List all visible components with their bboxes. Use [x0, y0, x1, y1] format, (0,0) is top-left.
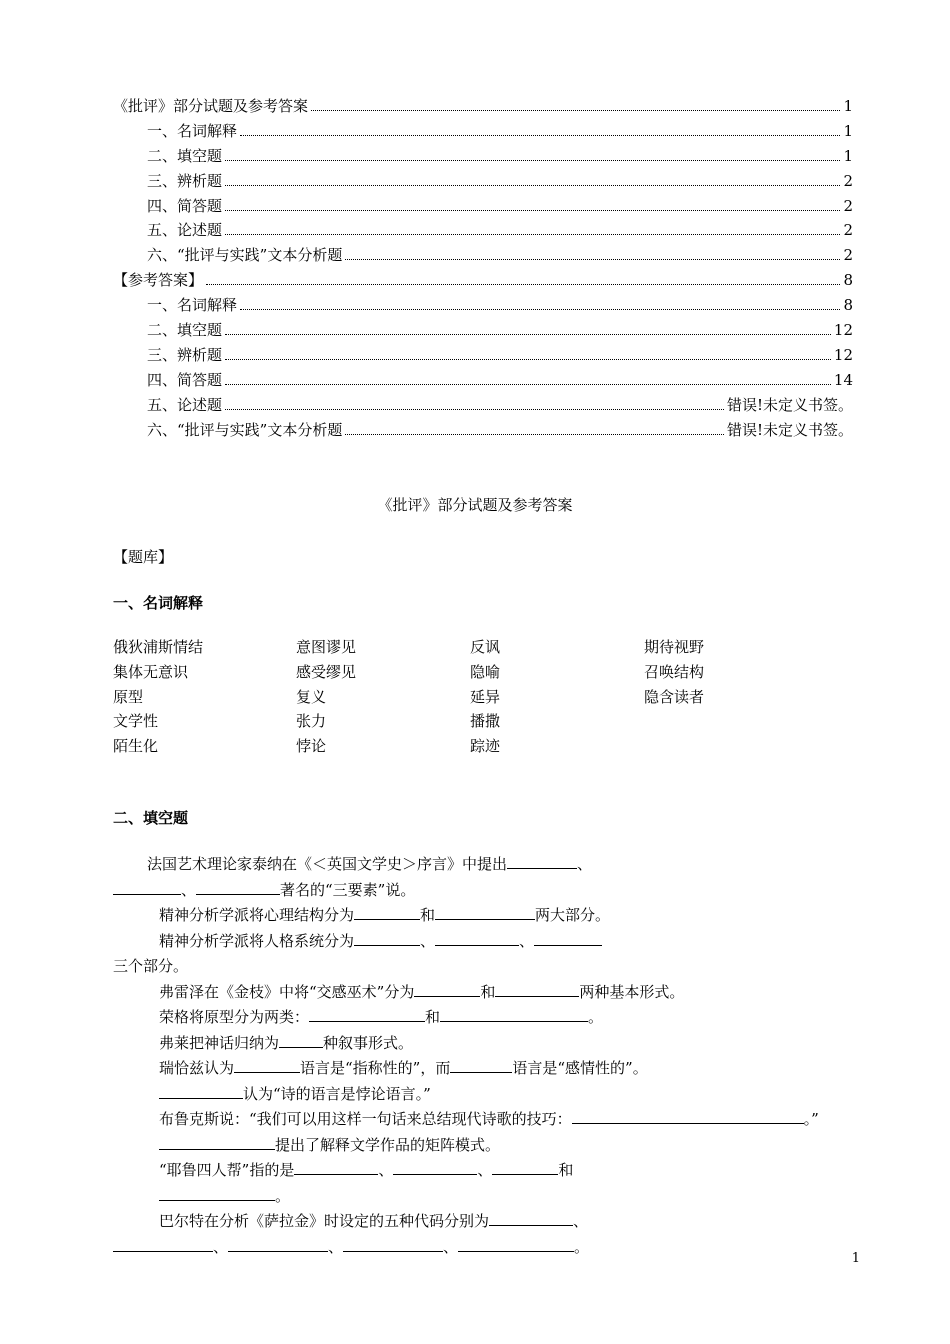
answer-blank[interactable] — [489, 1211, 573, 1226]
answer-blank[interactable] — [435, 931, 519, 946]
answer-blank[interactable] — [159, 1135, 275, 1150]
question-text: 。 — [275, 1186, 291, 1205]
question-text: 精神分析学派将心理结构分为 — [159, 906, 355, 924]
question-line — [113, 1005, 853, 1031]
toc-entry[interactable] — [113, 343, 853, 368]
toc-label: 一、名词解释 — [147, 296, 238, 315]
toc-leader — [225, 159, 840, 161]
question-text: 法国艺术理论家泰纳在《＜英国文学史＞序言》中提出 — [147, 855, 508, 873]
term: 俄狄浦斯情结 — [113, 638, 204, 656]
fill-in-questions — [113, 852, 853, 1260]
term: 文学性 — [113, 712, 159, 731]
term: 张力 — [296, 712, 327, 731]
toc-entry[interactable] — [113, 119, 853, 144]
question-line — [113, 852, 853, 878]
toc-page: 12 — [833, 345, 853, 364]
question-text: 、 — [577, 855, 593, 873]
question-text: 。 — [588, 1008, 604, 1026]
answer-blank[interactable] — [113, 880, 181, 895]
toc-leader — [345, 258, 840, 260]
toc-page: 12 — [833, 321, 853, 340]
toc-label: 一、名词解释 — [147, 121, 238, 140]
question-text: 认为“诗的语言是悖论语言。” — [243, 1084, 431, 1103]
answer-blank[interactable] — [343, 1237, 443, 1252]
toc-leader — [206, 283, 840, 285]
question-line — [113, 980, 853, 1006]
toc-entry[interactable] — [113, 169, 853, 194]
toc-entry[interactable] — [113, 94, 853, 119]
toc-page: 2 — [843, 221, 853, 240]
question-line — [113, 1158, 853, 1184]
toc-label: 三、辨析题 — [147, 171, 223, 190]
toc-page: 8 — [843, 271, 853, 290]
document-title: 《批评》部分试题及参考答案 — [377, 496, 573, 514]
toc-entry[interactable] — [113, 318, 853, 343]
answer-blank[interactable] — [309, 1007, 425, 1022]
term: 隐喻 — [470, 662, 501, 681]
answer-blank[interactable] — [435, 905, 535, 920]
question-text: 和 — [420, 906, 436, 924]
toc-page: 2 — [843, 246, 853, 265]
table-of-contents — [113, 94, 853, 442]
toc-leader — [240, 308, 840, 310]
question-line — [113, 954, 853, 980]
question-line — [113, 1056, 853, 1082]
toc-label: 五、论述题 — [147, 221, 223, 240]
toc-label: 五、论述题 — [147, 395, 223, 414]
answer-blank[interactable] — [196, 880, 280, 895]
question-line — [113, 929, 853, 955]
question-line — [113, 1184, 853, 1210]
toc-label: 【参考答案】 — [113, 271, 204, 290]
toc-entry[interactable] — [113, 243, 853, 268]
answer-blank[interactable] — [234, 1058, 300, 1073]
toc-page: 错误!未定义书签。 — [726, 395, 853, 414]
toc-entry[interactable] — [113, 393, 853, 418]
term: 集体无意识 — [113, 662, 189, 681]
toc-page: 1 — [843, 146, 853, 165]
page-number: 1 — [851, 1251, 860, 1266]
toc-page: 2 — [843, 196, 853, 215]
toc-entry[interactable] — [113, 418, 853, 443]
term: 期待视野 — [644, 638, 705, 656]
toc-entry[interactable] — [113, 218, 853, 243]
question-text: 弗雷泽在《金枝》中将“交感巫术”分为 — [159, 982, 415, 1001]
question-text: 精神分析学派将人格系统分为 — [159, 931, 355, 950]
toc-label: 二、填空题 — [147, 146, 223, 165]
toc-leader — [225, 358, 831, 360]
question-line — [113, 1107, 853, 1133]
toc-leader — [225, 333, 831, 335]
question-text: 种叙事形式。 — [323, 1033, 414, 1052]
answer-blank[interactable] — [458, 1237, 574, 1252]
question-text: 、 — [420, 931, 436, 950]
answer-blank[interactable] — [113, 1237, 213, 1252]
section-heading-fill: 二、填空题 — [113, 809, 189, 827]
term: 陌生化 — [113, 737, 159, 756]
question-text: 和 — [480, 982, 496, 1001]
toc-entry[interactable] — [113, 293, 853, 318]
answer-blank[interactable] — [279, 1033, 323, 1048]
question-text: 、 — [328, 1237, 344, 1256]
toc-entry[interactable] — [113, 268, 853, 293]
answer-blank[interactable] — [393, 1160, 477, 1175]
toc-page: 1 — [843, 121, 853, 140]
toc-label: 二、填空题 — [147, 321, 223, 340]
answer-blank[interactable] — [440, 1007, 588, 1022]
toc-label: 六、“批评与实践”文本分析题 — [147, 246, 343, 265]
answer-blank[interactable] — [228, 1237, 328, 1252]
question-line — [113, 878, 853, 904]
toc-leader — [345, 433, 724, 435]
question-line — [113, 1133, 853, 1159]
question-text: 两大部分。 — [535, 906, 611, 924]
answer-blank[interactable] — [572, 1109, 804, 1124]
section-heading-terms: 一、名词解释 — [113, 594, 204, 612]
question-text: 、 — [519, 931, 535, 950]
toc-page: 1 — [843, 97, 853, 115]
toc-leader — [240, 134, 840, 136]
question-text: 荣格将原型分为两类： — [159, 1008, 310, 1026]
answer-blank[interactable] — [159, 1084, 243, 1099]
answer-blank[interactable] — [450, 1058, 512, 1073]
answer-blank[interactable] — [354, 931, 420, 946]
question-line — [113, 1082, 853, 1108]
question-text: 语言是“指称性的”，而 — [300, 1059, 451, 1077]
toc-entry[interactable] — [113, 368, 853, 393]
question-text: 瑞恰兹认为 — [159, 1059, 235, 1077]
term: 隐含读者 — [644, 687, 705, 706]
question-text: 、 — [573, 1212, 589, 1230]
toc-leader — [225, 233, 840, 235]
term: 意图谬见 — [296, 638, 357, 656]
term: 播撒 — [470, 712, 501, 731]
term: 原型 — [113, 687, 144, 706]
question-text: 、 — [477, 1161, 493, 1179]
question-text: 。” — [803, 1110, 819, 1128]
question-text: 弗莱把神话归纳为 — [159, 1033, 280, 1052]
question-text: 语言是“感情性的”。 — [512, 1059, 648, 1077]
toc-leader — [225, 408, 724, 410]
term: 复义 — [296, 687, 327, 706]
question-text: 、 — [213, 1237, 229, 1256]
term: 延异 — [470, 687, 501, 706]
question-text: 。 — [574, 1237, 590, 1256]
toc-label: 《批评》部分试题及参考答案 — [113, 97, 309, 115]
answer-blank[interactable] — [507, 854, 577, 869]
question-text: “耶鲁四人帮”指的是 — [159, 1161, 295, 1179]
question-line — [113, 1235, 853, 1261]
toc-leader — [225, 209, 840, 211]
toc-entry[interactable] — [113, 194, 853, 219]
toc-leader — [225, 184, 840, 186]
toc-page: 14 — [833, 370, 853, 389]
question-text: 、 — [443, 1237, 459, 1256]
term: 召唤结构 — [644, 662, 705, 681]
answer-blank[interactable] — [492, 1160, 558, 1175]
question-text: 巴尔特在分析《萨拉金》时设定的五种代码分别为 — [159, 1212, 490, 1230]
term: 踪迹 — [470, 737, 501, 756]
answer-blank[interactable] — [294, 1160, 378, 1175]
question-text: 、 — [181, 880, 197, 899]
question-text: 、 — [378, 1161, 394, 1179]
toc-label: 三、辨析题 — [147, 345, 223, 364]
answer-blank[interactable] — [159, 1186, 275, 1201]
toc-label: 六、“批评与实践”文本分析题 — [147, 420, 343, 439]
question-text: 两种基本形式。 — [579, 982, 685, 1001]
question-text: 提出了解释文学作品的矩阵模式。 — [275, 1135, 501, 1154]
answer-blank[interactable] — [534, 931, 602, 946]
question-text: 和 — [425, 1008, 441, 1026]
term: 反讽 — [470, 638, 501, 656]
question-text: 三个部分。 — [113, 957, 189, 975]
toc-label: 四、简答题 — [147, 370, 223, 389]
question-text: 布鲁克斯说：“我们可以用这样一句话来总结现代诗歌的技巧： — [159, 1110, 572, 1128]
toc-label: 四、简答题 — [147, 196, 223, 215]
question-bank-label: 【题库】 — [113, 548, 174, 566]
question-text: 和 — [558, 1161, 574, 1179]
toc-entry[interactable] — [113, 144, 853, 169]
answer-blank[interactable] — [495, 982, 579, 997]
answer-blank[interactable] — [354, 905, 420, 920]
question-line — [113, 903, 853, 929]
question-line — [113, 1031, 853, 1057]
toc-leader — [311, 109, 840, 111]
term: 悖论 — [296, 737, 327, 756]
toc-page: 8 — [843, 296, 853, 315]
question-line — [113, 1209, 853, 1235]
toc-page: 错误!未定义书签。 — [726, 420, 853, 439]
answer-blank[interactable] — [414, 982, 480, 997]
question-text: 著名的“三要素”说。 — [280, 880, 416, 899]
toc-page: 2 — [843, 171, 853, 190]
term: 感受缪见 — [296, 662, 357, 681]
toc-leader — [225, 383, 831, 385]
